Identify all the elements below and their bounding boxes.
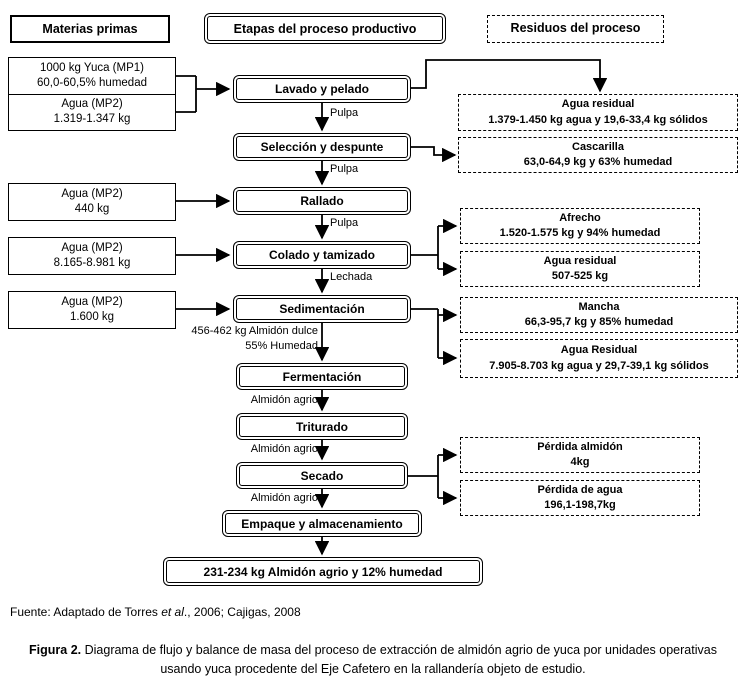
residue-detail: 63,0-64,9 kg y 63% humedad (523, 156, 673, 168)
input-agua-mp2-lavado (9, 95, 175, 131)
residue-title: Agua residual (561, 98, 635, 111)
residue-agua-residual-sedimentacion (460, 339, 738, 378)
input-agua-colado (8, 237, 176, 275)
flow-label-pulpa-2: Pulpa (330, 163, 359, 175)
source-etal: et al (161, 605, 184, 619)
residue-detail: 4kg (570, 456, 590, 468)
figure-label: Figura 2. (29, 643, 82, 657)
residue-detail: 196,1-198,7kg (544, 499, 616, 511)
residue-agua-residual-colado (460, 251, 700, 287)
residue-agua-residual-lavado (458, 94, 738, 131)
source-text: ., 2006; Cajigas, 2008 (183, 605, 301, 619)
legend-materias-primas (10, 15, 170, 43)
flow-label-almidon-agrio-2: Almidón agrio (250, 443, 318, 455)
legend-etapas-proceso (204, 13, 446, 44)
step-label: Secado (239, 465, 405, 486)
input-line: Agua (MP2) (61, 296, 123, 309)
residue-title: Afrecho (559, 211, 601, 224)
residue-cascarilla (458, 137, 738, 173)
flow-label-almidon-agrio-1: Almidón agrio (250, 394, 318, 406)
step-rallado (233, 187, 411, 215)
step-lavado-pelado (233, 75, 411, 103)
residue-detail: 7.905-8.703 kg agua y 29,7-39,1 kg sólidos (489, 359, 709, 372)
input-line: Agua (MP2) (61, 98, 123, 111)
residue-perdida-almidon (460, 437, 700, 473)
residue-title: Pérdida de agua (537, 483, 623, 496)
step-triturado (236, 413, 408, 440)
step-label: Sedimentación (236, 298, 408, 320)
residue-title: Agua residual (543, 254, 617, 267)
input-line: Agua (MP2) (61, 188, 123, 201)
step-sedimentacion (233, 295, 411, 323)
final-output-label: 231-234 kg Almidón agrio y 12% humedad (166, 560, 480, 583)
input-line: 8.165-8.981 kg (53, 257, 131, 269)
input-line: 1.600 kg (69, 311, 115, 323)
step-label: Lavado y pelado (236, 78, 408, 100)
residue-detail: 66,3-95,7 kg y 85% humedad (524, 316, 674, 328)
figure-text: Diagrama de flujo y balance de masa del proceso de extracción de almidón agrio de yuca por unidades operativas usando yuca procedente del Eje Cafetero en la rallandería objeto de estudio. (81, 643, 717, 676)
flow-label-almidon-dulce: 456-462 kg Almidón dulce (191, 325, 318, 337)
residue-title: Mancha (578, 300, 620, 313)
step-seleccion-despunte (233, 133, 411, 161)
step-colado-tamizado (233, 241, 411, 269)
source-text: Fuente: Adaptado de Torres (10, 605, 162, 619)
flow-label-55-humedad: 55% Humedad (245, 340, 318, 352)
step-label: Empaque y almacenamiento (225, 513, 419, 534)
step-label: Rallado (236, 190, 408, 212)
legend-label: Etapas del proceso productivo (207, 16, 443, 41)
input-yuca-mp1 (9, 58, 175, 95)
input-line: 1.319-1.347 kg (53, 113, 131, 126)
step-empaque-almacenamiento (222, 510, 422, 537)
input-agua-rallado (8, 183, 176, 221)
input-line: Agua (MP2) (61, 242, 123, 255)
step-label: Triturado (239, 416, 405, 437)
step-secado (236, 462, 408, 489)
step-fermentacion (236, 363, 408, 390)
flow-label-lechada: Lechada (330, 271, 373, 283)
input-line: 60,0-60,5% humedad (37, 76, 147, 89)
legend-residuos-proceso (487, 15, 664, 43)
step-label: Colado y tamizado (236, 244, 408, 266)
residue-title: Agua Residual (560, 344, 638, 357)
flow-label-pulpa-1: Pulpa (330, 107, 359, 119)
residue-detail: 1.379-1.450 kg agua y 19,6-33,4 kg sólidos (488, 113, 708, 126)
final-output-box (163, 557, 483, 586)
residue-afrecho (460, 208, 700, 244)
input-line: 1000 kg Yuca (MP1) (40, 61, 144, 74)
residue-title: Pérdida almidón (537, 440, 623, 453)
legend-label: Residuos del proceso (510, 21, 641, 36)
residue-title: Cascarilla (572, 140, 624, 153)
residue-perdida-agua (460, 480, 700, 516)
flow-label-almidon-agrio-3: Almidón agrio (250, 492, 318, 504)
residue-mancha (460, 297, 738, 333)
input-arrows (176, 76, 229, 309)
input-agua-sedimentacion (8, 291, 176, 329)
source-note (10, 605, 301, 619)
legend-label: Materias primas (42, 22, 138, 36)
figure-caption (28, 641, 718, 679)
residue-detail: 507-525 kg (551, 270, 609, 282)
residue-detail: 1.520-1.575 kg y 94% humedad (499, 227, 661, 239)
step-label: Fermentación (239, 366, 405, 387)
step-label: Selección y despunte (236, 136, 408, 158)
flow-label-pulpa-3: Pulpa (330, 217, 359, 229)
input-yuca-agua-box (8, 57, 176, 131)
input-line: 440 kg (74, 203, 110, 215)
